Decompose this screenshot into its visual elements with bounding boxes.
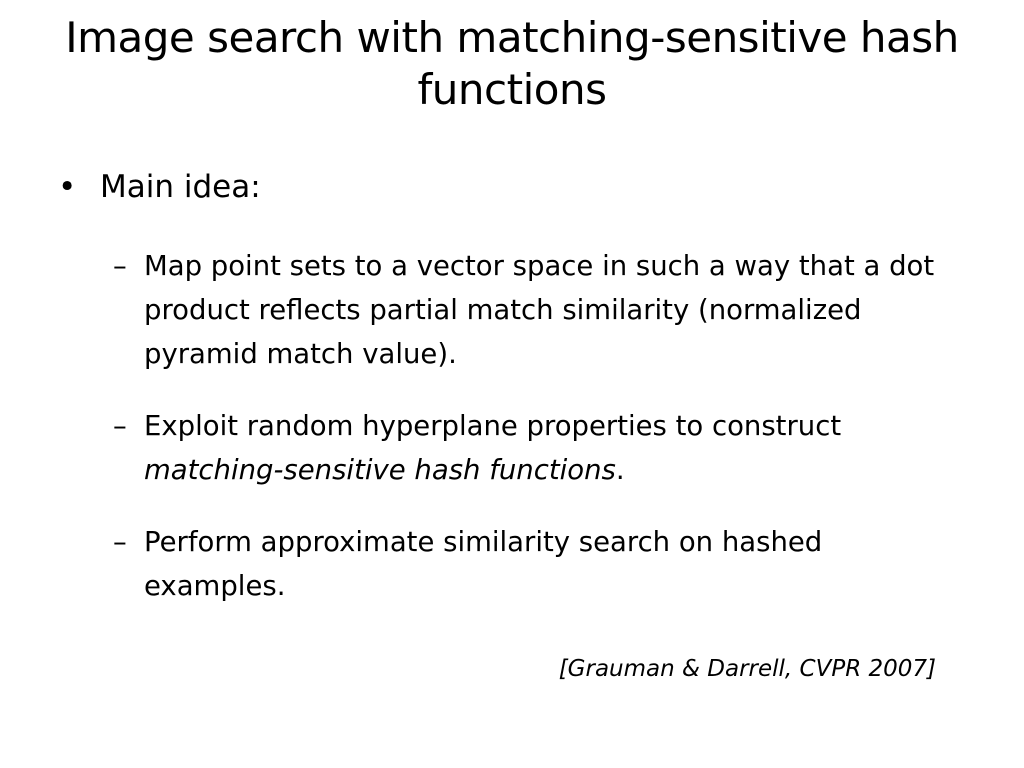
- slide-title: Image search with matching-sensitive hash functions: [65, 13, 959, 114]
- sub-bullet-text-end: .: [615, 454, 625, 486]
- dash-marker: –: [113, 250, 127, 282]
- dash-marker: –: [113, 526, 127, 558]
- sub-bullet-text: Exploit random hyperplane properties to construct: [144, 410, 842, 442]
- bullet-marker: •: [58, 169, 77, 205]
- sub-bullet-emphasis: matching-sensitive hash functions: [144, 454, 616, 486]
- sub-bullet-map-point-sets: [58, 244, 944, 376]
- main-bullet-text: Main idea:: [100, 169, 261, 205]
- sub-bullet-text: Perform approximate similarity search on hashed examples.: [144, 526, 823, 602]
- sub-bullet-list: [58, 244, 958, 608]
- slide-content: [58, 166, 958, 636]
- sub-bullet-similarity-search: [58, 520, 944, 608]
- dash-marker: –: [113, 410, 127, 442]
- sub-bullet-text: Map point sets to a vector space in such a way that a dot product reflects partial match similarity (normalized pyramid match value).: [144, 250, 935, 370]
- main-bullet: [58, 166, 958, 208]
- sub-bullet-exploit-hyperplane: [58, 404, 944, 492]
- citation: [Grauman & Darrell, CVPR 2007]: [558, 656, 936, 682]
